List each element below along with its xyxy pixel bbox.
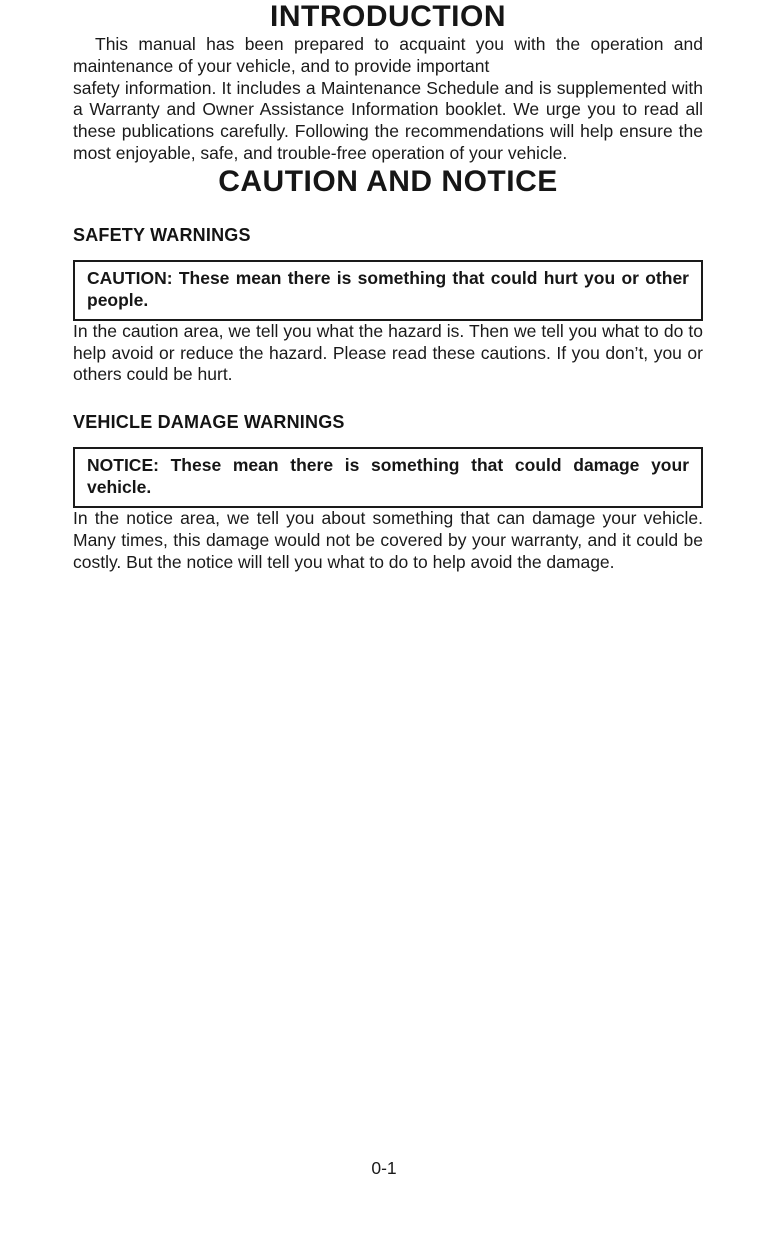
introduction-paragraph-line1: This manual has been prepared to acquaint you with the operation and maintenance of your vehicle, and to provide important bbox=[73, 34, 703, 76]
notice-explanation-paragraph: In the notice area, we tell you about something that can damage your vehicle. Many times, this damage would not be covered by your warranty, and it could be costly. But the notice will tell you what to do to help avoid the damage. bbox=[73, 508, 703, 572]
page-number: 0-1 bbox=[371, 1158, 397, 1178]
introduction-paragraph-rest: safety information. It includes a Maintenance Schedule and is supplemented with a Warranty and Owner Assistance Information booklet. We urge you to read all these publications carefully. Following the recommendations will help ensure the most enjoyable, safe, and trouble-free operation of your vehicle. bbox=[73, 77, 703, 163]
safety-warnings-heading: SAFETY WARNINGS bbox=[73, 224, 251, 245]
text-column bbox=[73, 0, 703, 574]
vehicle-damage-warnings-heading: VEHICLE DAMAGE WARNINGS bbox=[73, 412, 345, 433]
introduction-paragraph bbox=[73, 34, 703, 165]
notice-box-text: NOTICE: These mean there is something that could damage your vehicle. bbox=[87, 455, 689, 498]
caution-box-text: CAUTION: These mean there is something that could hurt you or other people. bbox=[87, 267, 689, 310]
caution-box bbox=[73, 260, 703, 321]
caution-explanation-paragraph: In the caution area, we tell you what the hazard is. Then we tell you what to do to help avoid or reduce the hazard. Please read these cautions. If you don’t, you or others could be hurt. bbox=[73, 320, 703, 385]
introduction-title: INTRODUCTION bbox=[270, 0, 506, 33]
notice-box bbox=[73, 447, 703, 508]
caution-and-notice-title: CAUTION AND NOTICE bbox=[218, 164, 558, 198]
